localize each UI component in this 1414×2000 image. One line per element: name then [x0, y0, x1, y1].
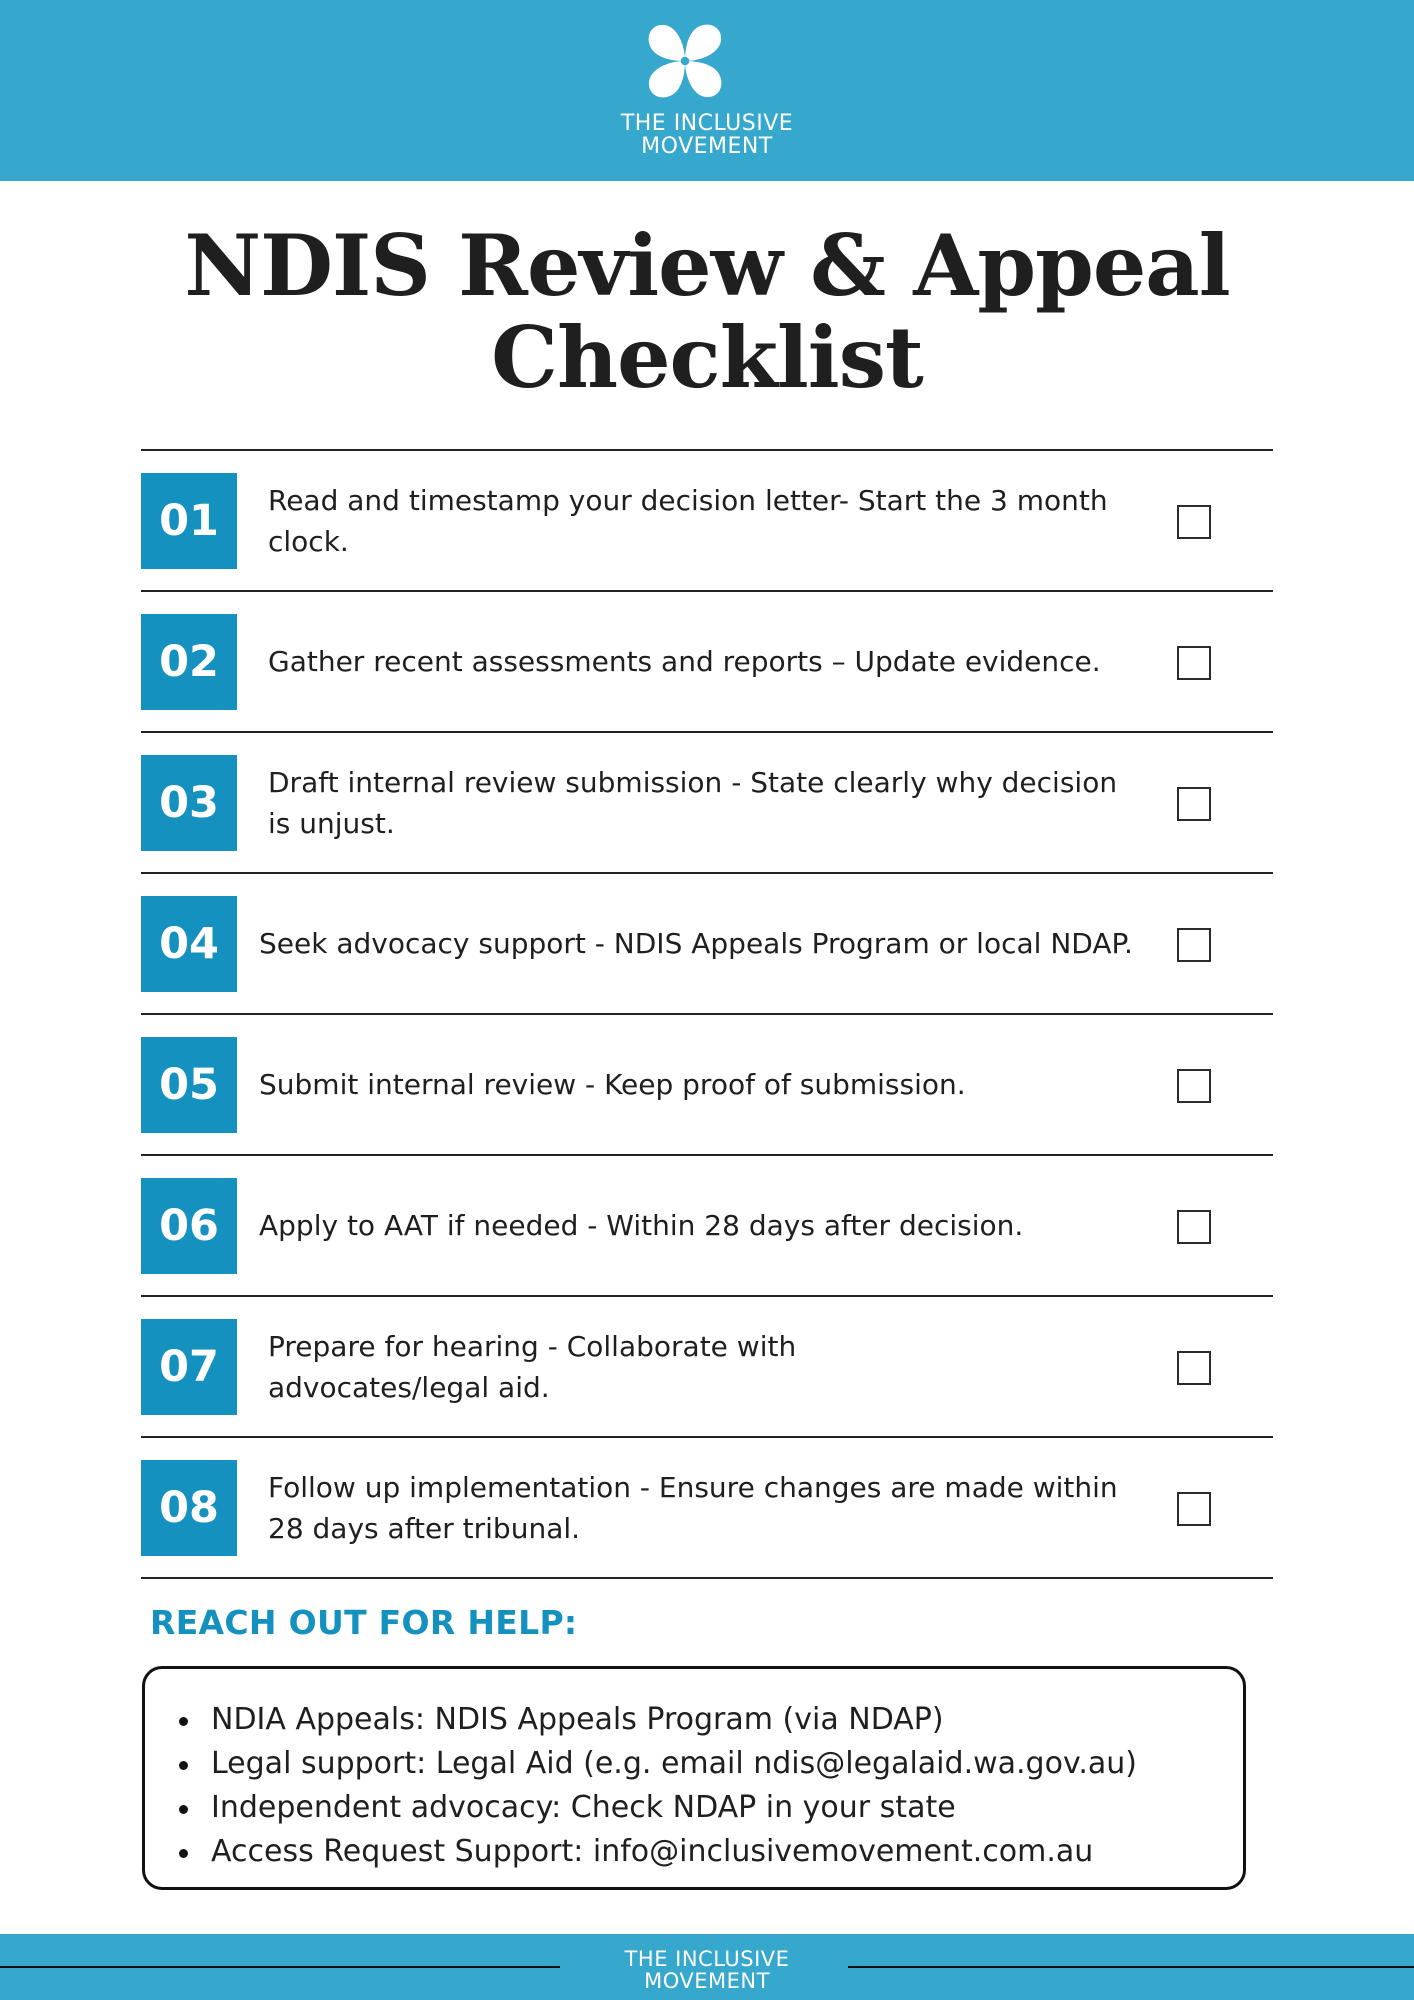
step-number: 01 [141, 473, 237, 569]
step-text: Draft internal review submission - State clearly why decision is unjust. [268, 765, 1118, 840]
step-checkbox[interactable] [1177, 1069, 1211, 1103]
pinwheel-logo-icon [642, 18, 728, 104]
step-checkbox[interactable] [1177, 646, 1211, 680]
page-title [0, 216, 1414, 407]
step-number: 02 [141, 614, 237, 710]
brand-line-1: THE INCLUSIVE [620, 111, 794, 136]
step-number: 05 [141, 1037, 237, 1133]
step-text: Gather recent assessments and reports – Update evidence. [268, 645, 1101, 678]
brand-line-2: MOVEMENT [641, 134, 773, 159]
checklist-row [141, 731, 1273, 872]
help-item: NDIA Appeals: NDIS Appeals Program (via NDAP) [211, 1698, 1241, 1742]
checklist-row [141, 1013, 1273, 1154]
checklist-row [141, 1436, 1273, 1579]
brand-name [0, 112, 1414, 158]
step-text: Read and timestamp your decision letter- Start the 3 month clock. [268, 483, 1108, 558]
checklist-row [141, 449, 1273, 590]
page-title-line-1: NDIS Review & Appeal [184, 216, 1230, 315]
step-checkbox[interactable] [1177, 1210, 1211, 1244]
help-box [142, 1666, 1246, 1890]
step-number: 08 [141, 1460, 237, 1556]
step-number: 06 [141, 1178, 237, 1274]
footer-brand-name [0, 1948, 1414, 1992]
help-item: Independent advocacy: Check NDAP in your state [211, 1786, 1241, 1830]
step-checkbox[interactable] [1177, 928, 1211, 962]
step-checkbox[interactable] [1177, 1351, 1211, 1385]
checklist-row [141, 872, 1273, 1013]
step-number: 04 [141, 896, 237, 992]
step-number: 03 [141, 755, 237, 851]
help-list [211, 1698, 1241, 1874]
page-title-line-2: Checklist [491, 308, 923, 407]
checklist-row [141, 1154, 1273, 1295]
step-checkbox[interactable] [1177, 1492, 1211, 1526]
checklist-row [141, 590, 1273, 731]
step-text: Prepare for hearing - Collaborate with advocates/legal aid. [268, 1329, 797, 1404]
checklist-row [141, 1295, 1273, 1436]
help-item: Access Request Support: info@inclusivemovement.com.au [211, 1830, 1241, 1874]
step-text: Submit internal review - Keep proof of submission. [259, 1068, 966, 1101]
footer-brand-line-1: THE INCLUSIVE [624, 1947, 790, 1971]
help-item: Legal support: Legal Aid (e.g. email ndis@legalaid.wa.gov.au) [211, 1742, 1241, 1786]
footer-brand-line-2: MOVEMENT [644, 1969, 770, 1993]
step-number: 07 [141, 1319, 237, 1415]
header-banner [0, 0, 1414, 181]
checklist [141, 449, 1273, 1579]
step-text: Seek advocacy support - NDIS Appeals Program or local NDAP. [259, 927, 1133, 960]
footer-banner [0, 1934, 1414, 2000]
step-checkbox[interactable] [1177, 787, 1211, 821]
step-checkbox[interactable] [1177, 505, 1211, 539]
step-text: Apply to AAT if needed - Within 28 days after decision. [259, 1209, 1024, 1242]
help-heading: REACH OUT FOR HELP: [150, 1603, 578, 1642]
step-text: Follow up implementation - Ensure changes are made within 28 days after tribunal. [268, 1470, 1118, 1545]
